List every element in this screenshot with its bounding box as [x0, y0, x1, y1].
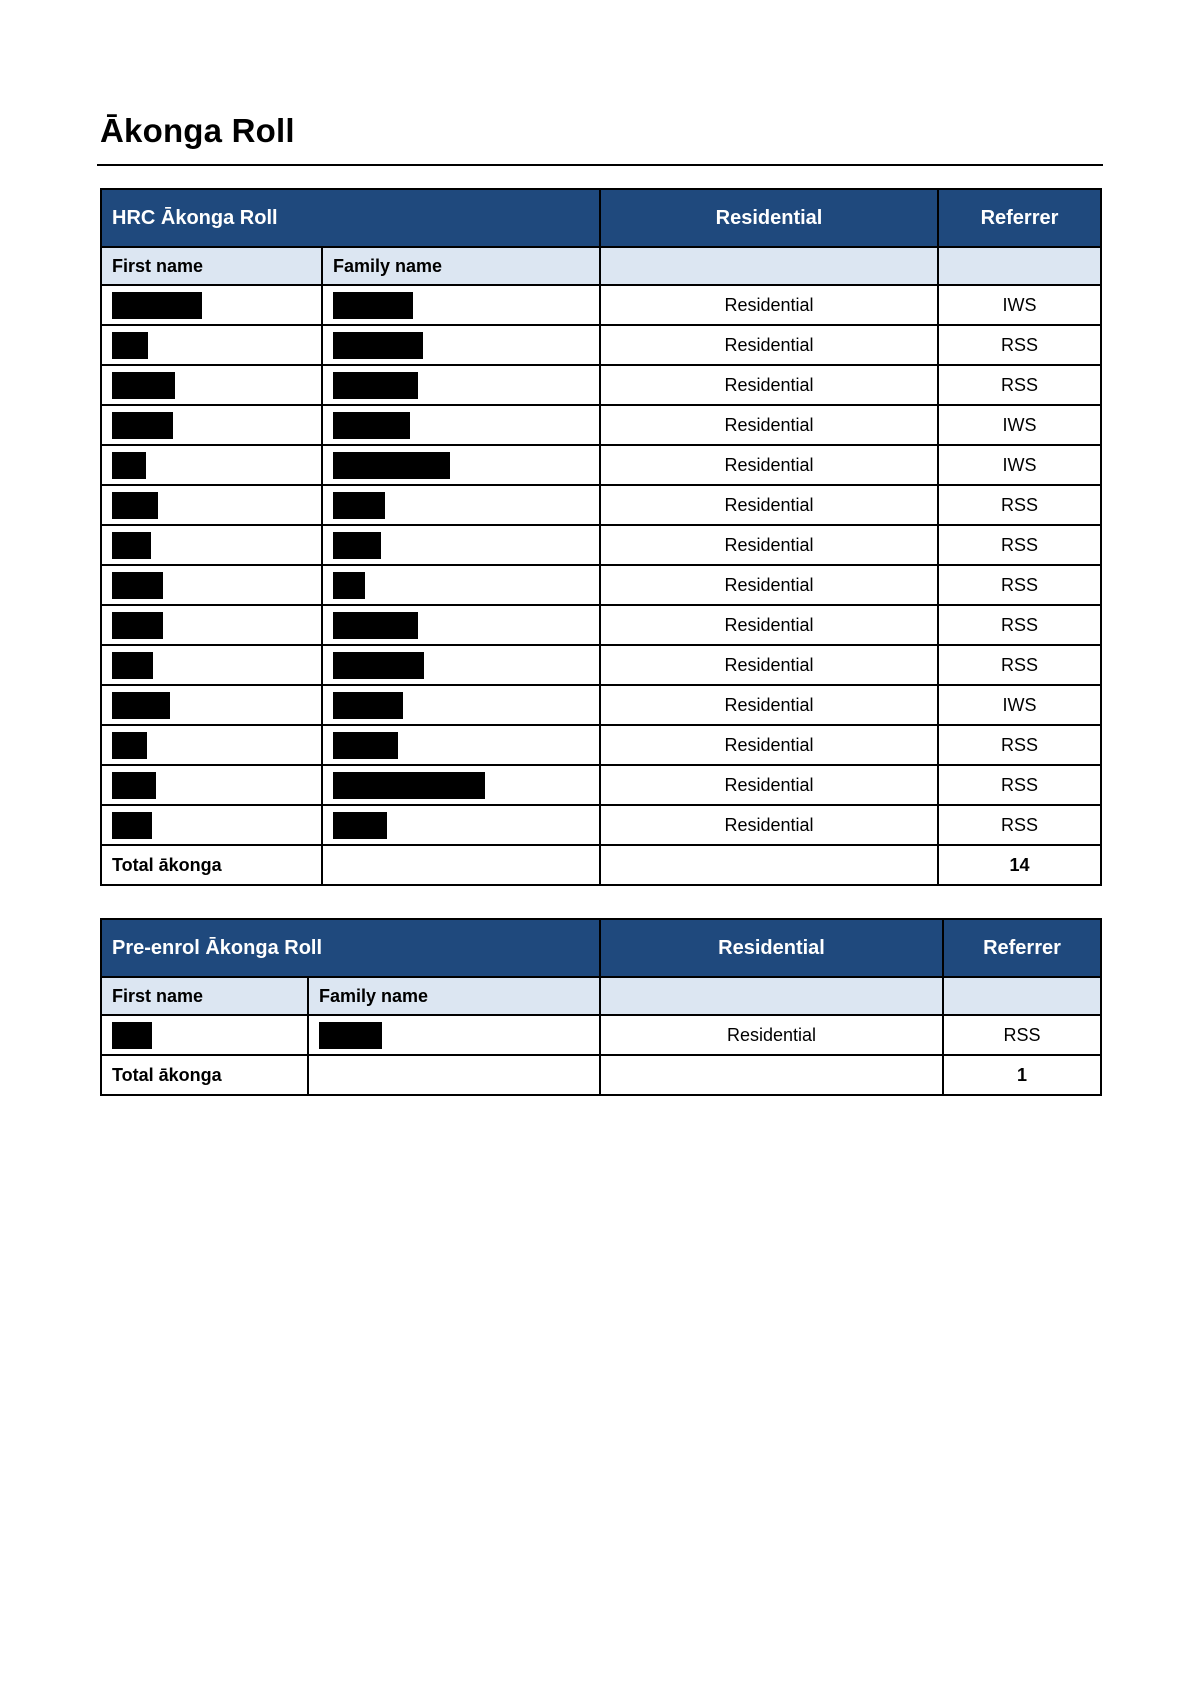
pre-total-value: 1 [943, 1055, 1101, 1095]
referrer-cell: RSS [938, 485, 1101, 525]
hrc-subhead-empty [938, 247, 1101, 285]
family-name-cell [322, 405, 600, 445]
redaction-bar [333, 612, 418, 639]
redaction-bar [333, 652, 424, 679]
first-name-cell [101, 525, 322, 565]
first-name-cell [101, 445, 322, 485]
pre-table-title: Pre-enrol Ākonga Roll [101, 919, 600, 977]
first-name-cell [101, 565, 322, 605]
pre-col-family-name: Family name [308, 977, 600, 1015]
redaction-bar [112, 732, 147, 759]
pre-total-label: Total ākonga [101, 1055, 308, 1095]
redaction-bar [333, 732, 398, 759]
table-row [101, 565, 1101, 605]
hrc-roll-table [100, 188, 1102, 886]
redaction-bar [112, 812, 152, 839]
residential-cell: Residential [600, 805, 938, 845]
redaction-bar [112, 692, 170, 719]
referrer-cell: RSS [938, 325, 1101, 365]
redaction-bar [112, 652, 153, 679]
redaction-bar [112, 612, 163, 639]
first-name-cell [101, 325, 322, 365]
hrc-subhead-empty [600, 247, 938, 285]
residential-cell: Residential [600, 765, 938, 805]
table-row [101, 1015, 1101, 1055]
redaction-bar [333, 692, 403, 719]
pre-col-first-name: First name [101, 977, 308, 1015]
family-name-cell [322, 325, 600, 365]
title-divider [97, 164, 1103, 166]
referrer-cell: IWS [938, 405, 1101, 445]
redaction-bar [112, 412, 173, 439]
redaction-bar [112, 532, 151, 559]
redaction-bar [333, 812, 387, 839]
redaction-bar [112, 572, 163, 599]
pre-total-empty [308, 1055, 600, 1095]
hrc-col-family-name: Family name [322, 247, 600, 285]
family-name-cell [322, 805, 600, 845]
pre-rows [101, 1015, 1101, 1055]
referrer-cell: IWS [938, 285, 1101, 325]
table-row [101, 405, 1101, 445]
redaction-bar [319, 1022, 382, 1049]
residential-cell: Residential [600, 525, 938, 565]
table-row [101, 605, 1101, 645]
table-row [101, 805, 1101, 845]
referrer-cell: RSS [938, 365, 1101, 405]
referrer-cell: IWS [938, 445, 1101, 485]
redaction-bar [333, 492, 385, 519]
table-row [101, 765, 1101, 805]
residential-cell: Residential [600, 725, 938, 765]
first-name-cell [101, 1015, 308, 1055]
redaction-bar [112, 372, 175, 399]
family-name-cell [322, 445, 600, 485]
table-row [101, 725, 1101, 765]
pre-subhead-empty [943, 977, 1101, 1015]
first-name-cell [101, 365, 322, 405]
referrer-cell: RSS [938, 605, 1101, 645]
residential-cell: Residential [600, 565, 938, 605]
residential-cell: Residential [600, 445, 938, 485]
first-name-cell [101, 645, 322, 685]
redaction-bar [333, 292, 413, 319]
family-name-cell [322, 285, 600, 325]
family-name-cell [322, 525, 600, 565]
referrer-cell: IWS [938, 685, 1101, 725]
page-title: Ākonga Roll [100, 112, 295, 149]
family-name-cell [322, 645, 600, 685]
residential-cell: Residential [600, 405, 938, 445]
table-row [101, 485, 1101, 525]
table-row [101, 525, 1101, 565]
family-name-cell [322, 685, 600, 725]
table-row [101, 645, 1101, 685]
redaction-bar [112, 292, 202, 319]
first-name-cell [101, 485, 322, 525]
referrer-cell: RSS [938, 645, 1101, 685]
hrc-col-residential: Residential [600, 189, 938, 247]
family-name-cell [322, 725, 600, 765]
referrer-cell: RSS [938, 525, 1101, 565]
family-name-cell [322, 765, 600, 805]
residential-cell: Residential [600, 485, 938, 525]
redaction-bar [112, 332, 148, 359]
pre-total-empty [600, 1055, 943, 1095]
first-name-cell [101, 765, 322, 805]
residential-cell: Residential [600, 605, 938, 645]
residential-cell: Residential [600, 325, 938, 365]
hrc-rows [101, 285, 1101, 845]
redaction-bar [112, 492, 158, 519]
residential-cell: Residential [600, 645, 938, 685]
hrc-col-first-name: First name [101, 247, 322, 285]
redaction-bar [112, 1022, 152, 1049]
hrc-total-empty [600, 845, 938, 885]
table-row [101, 285, 1101, 325]
referrer-cell: RSS [938, 725, 1101, 765]
table-row [101, 685, 1101, 725]
hrc-total-label: Total ākonga [101, 845, 322, 885]
pre-col-residential: Residential [600, 919, 943, 977]
first-name-cell [101, 405, 322, 445]
pre-col-referrer: Referrer [943, 919, 1101, 977]
redaction-bar [333, 772, 485, 799]
referrer-cell: RSS [938, 765, 1101, 805]
referrer-cell: RSS [943, 1015, 1101, 1055]
residential-cell: Residential [600, 285, 938, 325]
table-row [101, 325, 1101, 365]
hrc-table-title: HRC Ākonga Roll [101, 189, 600, 247]
redaction-bar [112, 452, 146, 479]
redaction-bar [333, 332, 423, 359]
pre-enrol-roll-table [100, 918, 1102, 1096]
hrc-total-value: 14 [938, 845, 1101, 885]
family-name-cell [322, 365, 600, 405]
redaction-bar [333, 452, 450, 479]
first-name-cell [101, 685, 322, 725]
family-name-cell [322, 485, 600, 525]
family-name-cell [322, 605, 600, 645]
redaction-bar [333, 532, 381, 559]
residential-cell: Residential [600, 365, 938, 405]
family-name-cell [308, 1015, 600, 1055]
hrc-total-empty [322, 845, 600, 885]
family-name-cell [322, 565, 600, 605]
first-name-cell [101, 725, 322, 765]
first-name-cell [101, 605, 322, 645]
referrer-cell: RSS [938, 565, 1101, 605]
table-row [101, 445, 1101, 485]
first-name-cell [101, 805, 322, 845]
redaction-bar [112, 772, 156, 799]
first-name-cell [101, 285, 322, 325]
residential-cell: Residential [600, 685, 938, 725]
redaction-bar [333, 572, 365, 599]
residential-cell: Residential [600, 1015, 943, 1055]
redaction-bar [333, 412, 410, 439]
hrc-col-referrer: Referrer [938, 189, 1101, 247]
referrer-cell: RSS [938, 805, 1101, 845]
pre-subhead-empty [600, 977, 943, 1015]
redaction-bar [333, 372, 418, 399]
table-row [101, 365, 1101, 405]
